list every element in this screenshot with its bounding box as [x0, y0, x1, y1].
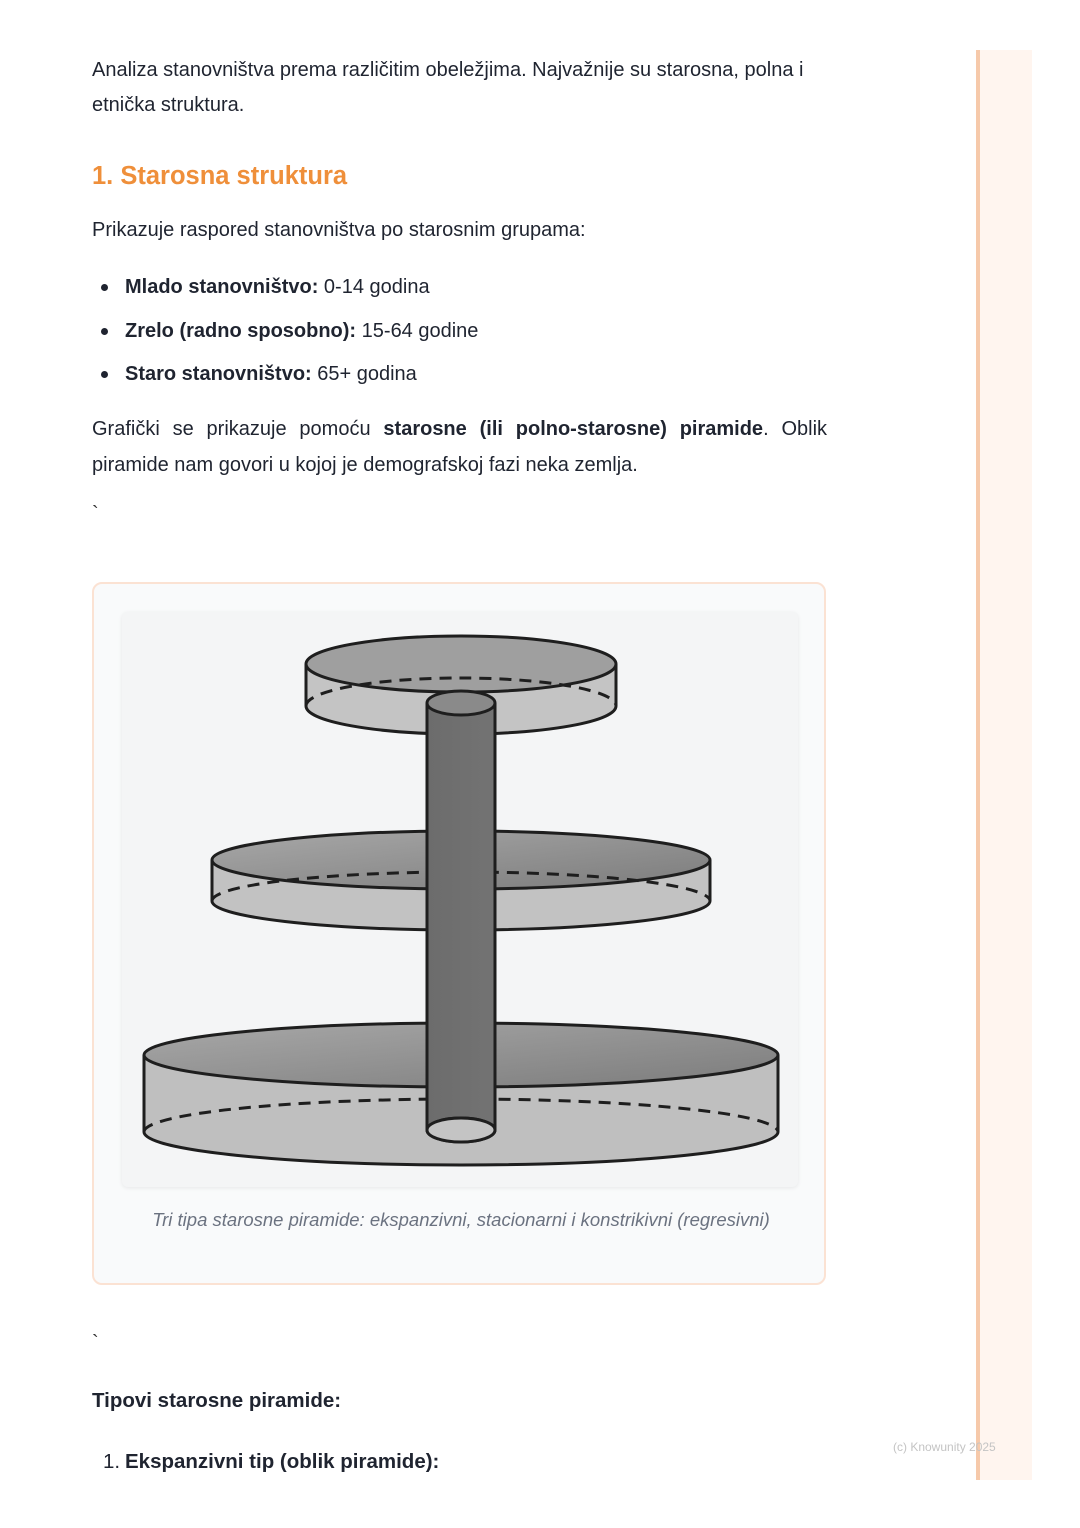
- tiered-stand-illustration: [122, 612, 798, 1187]
- figure-image: [122, 612, 798, 1187]
- figure-caption: Tri tipa starosne piramide: ekspanzivni, stacionarni i konstrikivni (regresivni): [152, 1209, 770, 1230]
- side-margin-panel: [976, 50, 1032, 1480]
- backtick-mark: `: [92, 503, 99, 525]
- types-heading: Tipovi starosne piramide:: [92, 1389, 342, 1412]
- list-item: Mlado stanovništvo: 0-14 godina: [125, 266, 478, 310]
- section-heading: 1. Starosna struktura: [92, 162, 348, 190]
- list-item: 1. Ekspanzivni tip (oblik piramide):: [103, 1450, 440, 1473]
- age-groups-list: [92, 266, 478, 397]
- types-list: [92, 1443, 439, 1481]
- copyright-text: (c) Knowunity 2025: [893, 1440, 996, 1454]
- backtick-mark: `: [92, 1332, 99, 1354]
- intro-paragraph: Analiza stanovništva prema različitim obeležjima. Najvažnije su starosna, polna i etnička struktura.: [92, 59, 804, 116]
- list-item: Staro stanovništvo: 65+ godina: [125, 353, 478, 397]
- list-item: Zrelo (radno sposobno): 15-64 godine: [125, 310, 478, 354]
- figure-card: [92, 582, 826, 1285]
- pyramid-paragraph: Grafički se prikazuje pomoću starosne (ili polno-starosne) piramide. Oblik piramide nam govori u kojoj je demografskoj fazi neka zemlja.: [92, 418, 828, 476]
- section-lead: Prikazuje raspored stanovništva po starosnim grupama:: [92, 219, 586, 241]
